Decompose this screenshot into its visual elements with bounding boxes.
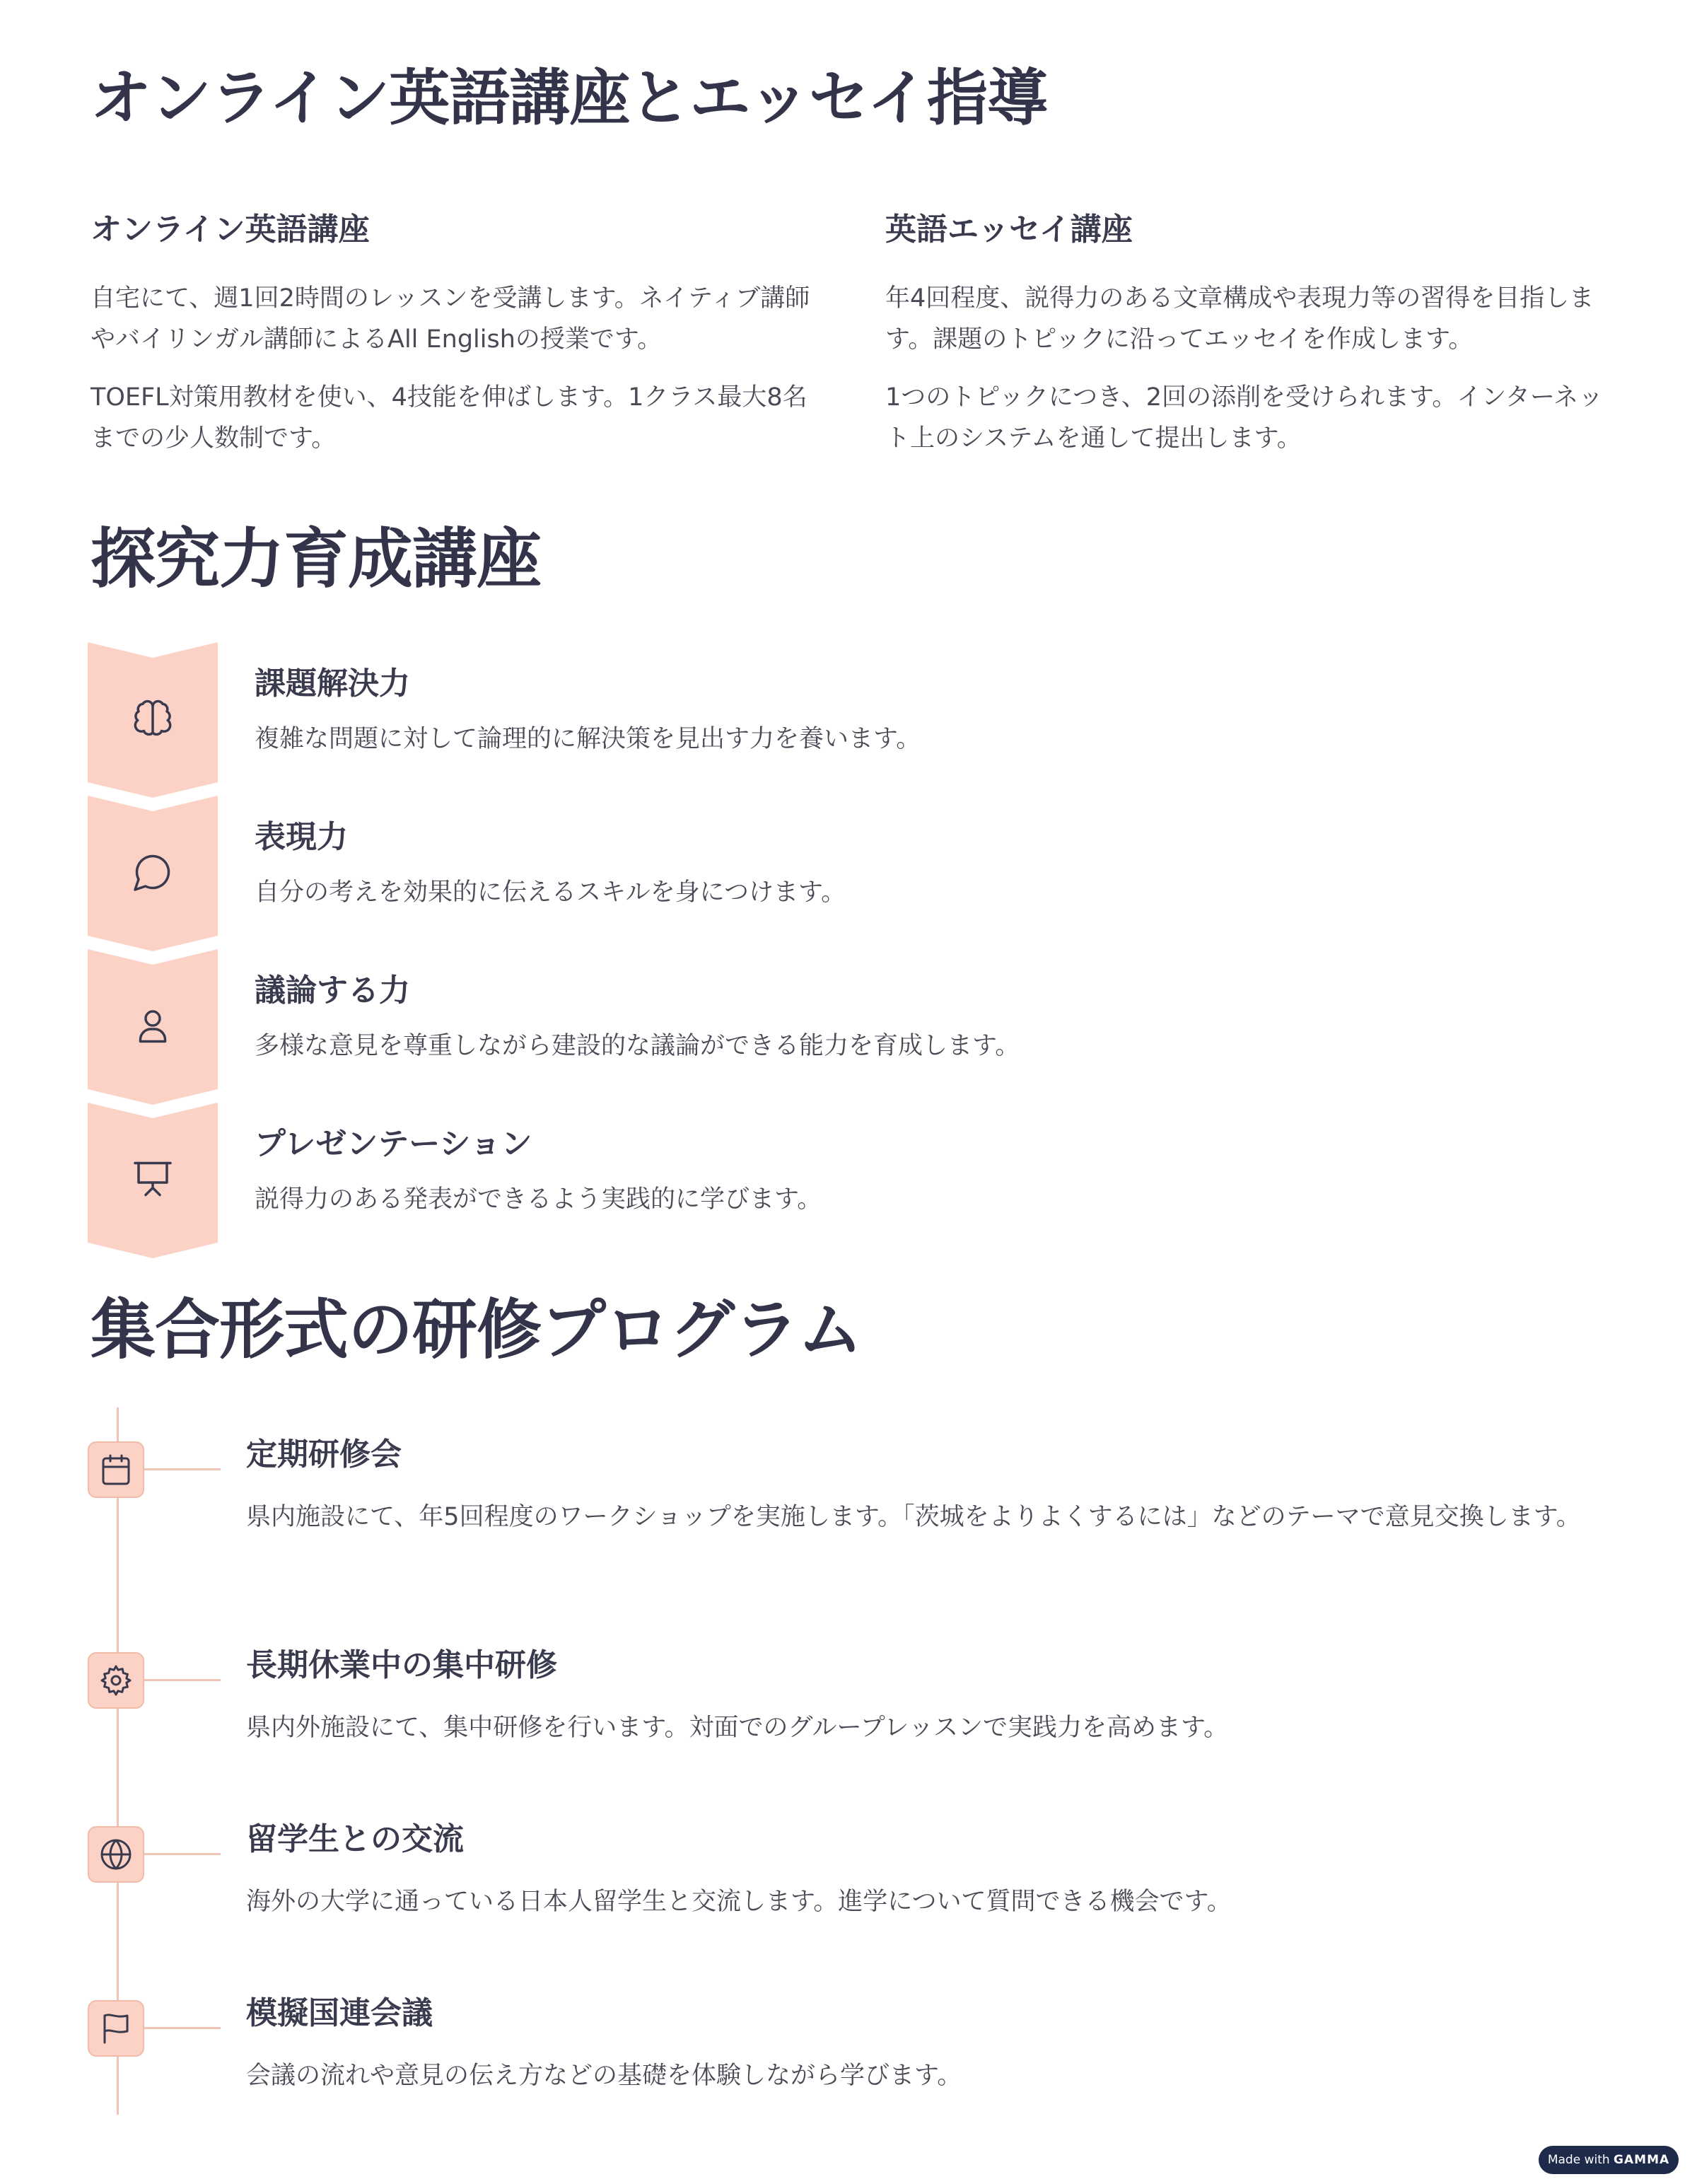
english-essay-paragraph-2: 1つのトピックにつき、2回の添削を受けられます。インターネット上のシステムを通して提出します。 — [885, 383, 1604, 453]
timeline-connector — [144, 1468, 221, 1470]
chevron-marker — [88, 796, 218, 951]
flag-icon — [99, 2011, 133, 2045]
timeline-item-text: 会議の流れや意見の伝え方などの基礎を体験しながら学びます。 — [246, 2062, 962, 2091]
timeline-connector — [144, 1853, 221, 1855]
english-essay-paragraph-1: 年4回程度、説得力のある文章構成や表現力等の習得を目指します。課題のトピックに沿ってエッセイを作成します。 — [885, 284, 1594, 354]
chevron-marker — [88, 642, 218, 798]
timeline-item-heading: 留学生との交流 — [246, 1821, 464, 1857]
globe-icon — [99, 1837, 133, 1871]
inquiry-step-text: 複雑な問題に対して論理的に解決策を見出す力を養います。 — [255, 725, 921, 754]
timeline-item-heading: 模擬国連会議 — [246, 1995, 433, 2031]
made-with-gamma-badge[interactable] — [1539, 2146, 1679, 2174]
inquiry-step-heading: プレゼンテーション — [255, 1126, 532, 1162]
english-essay-section — [885, 209, 1614, 476]
timeline-marker — [88, 2000, 144, 2057]
inquiry-step — [88, 949, 1573, 1103]
timeline-marker — [88, 1826, 144, 1883]
chevron-marker — [88, 1103, 218, 1258]
inquiry-step-heading: 表現力 — [255, 819, 348, 855]
inquiry-step-heading: 課題解決力 — [255, 666, 410, 702]
inquiry-step — [88, 642, 1573, 796]
chevron-marker — [88, 949, 218, 1105]
timeline-marker — [88, 1441, 144, 1498]
timeline-connector — [144, 2027, 221, 2029]
english-essay-heading: 英語エッセイ講座 — [885, 211, 1133, 248]
page-title: オンライン英語講座とエッセイ指導 — [91, 63, 1048, 134]
made-with-label: Made with — [1547, 2153, 1610, 2167]
inquiry-step-text: 説得力のある発表ができるよう実践的に学びます。 — [255, 1185, 822, 1214]
inquiry-step — [88, 796, 1573, 949]
group-training-section-title: 集合形式の研修プログラム — [91, 1292, 863, 1368]
gear-icon — [99, 1663, 133, 1697]
online-english-paragraph-2: TOEFL対策用教材を使い、4技能を伸ばします。1クラス最大8名までの少人数制です。 — [91, 383, 807, 453]
user-icon — [132, 1004, 174, 1047]
brain-icon — [132, 697, 174, 740]
inquiry-step — [88, 1103, 1573, 1256]
inquiry-step-text: 多様な意見を尊重しながら建設的な議論ができる能力を育成します。 — [255, 1032, 1020, 1061]
inquiry-section-title: 探究力育成講座 — [91, 521, 542, 597]
online-english-heading: オンライン英語講座 — [91, 211, 370, 248]
timeline-item-text: 県内施設にて、年5回程度のワークショップを実施します。「茨城をよりよくするには」などのテーマで意見交換します。 — [246, 1503, 1581, 1532]
timeline-item-text: 海外の大学に通っている日本人留学生と交流します。進学について質問できる機会です。 — [246, 1888, 1232, 1917]
calendar-icon — [99, 1453, 133, 1487]
inquiry-steps — [88, 642, 1573, 1256]
online-english-section — [91, 209, 819, 476]
timeline-item-text: 県内外施設にて、集中研修を行います。対面でのグループレッスンで実践力を高めます。 — [246, 1714, 1229, 1743]
timeline-item-heading: 長期休業中の集中研修 — [246, 1647, 557, 1683]
timeline-item-heading: 定期研修会 — [246, 1436, 402, 1473]
online-english-paragraph-1: 自宅にて、週1回2時間のレッスンを受講します。ネイティブ講師やバイリンガル講師によるAll Englishの授業です。 — [91, 284, 810, 354]
timeline-marker — [88, 1652, 144, 1709]
speech-bubble-icon — [132, 851, 174, 893]
inquiry-step-text: 自分の考えを効果的に伝えるスキルを身につけます。 — [255, 878, 846, 907]
inquiry-step-heading: 議論する力 — [255, 972, 410, 1009]
presentation-icon — [132, 1158, 174, 1200]
gamma-logo: GAMMA — [1614, 2153, 1670, 2167]
timeline-connector — [144, 1679, 221, 1681]
